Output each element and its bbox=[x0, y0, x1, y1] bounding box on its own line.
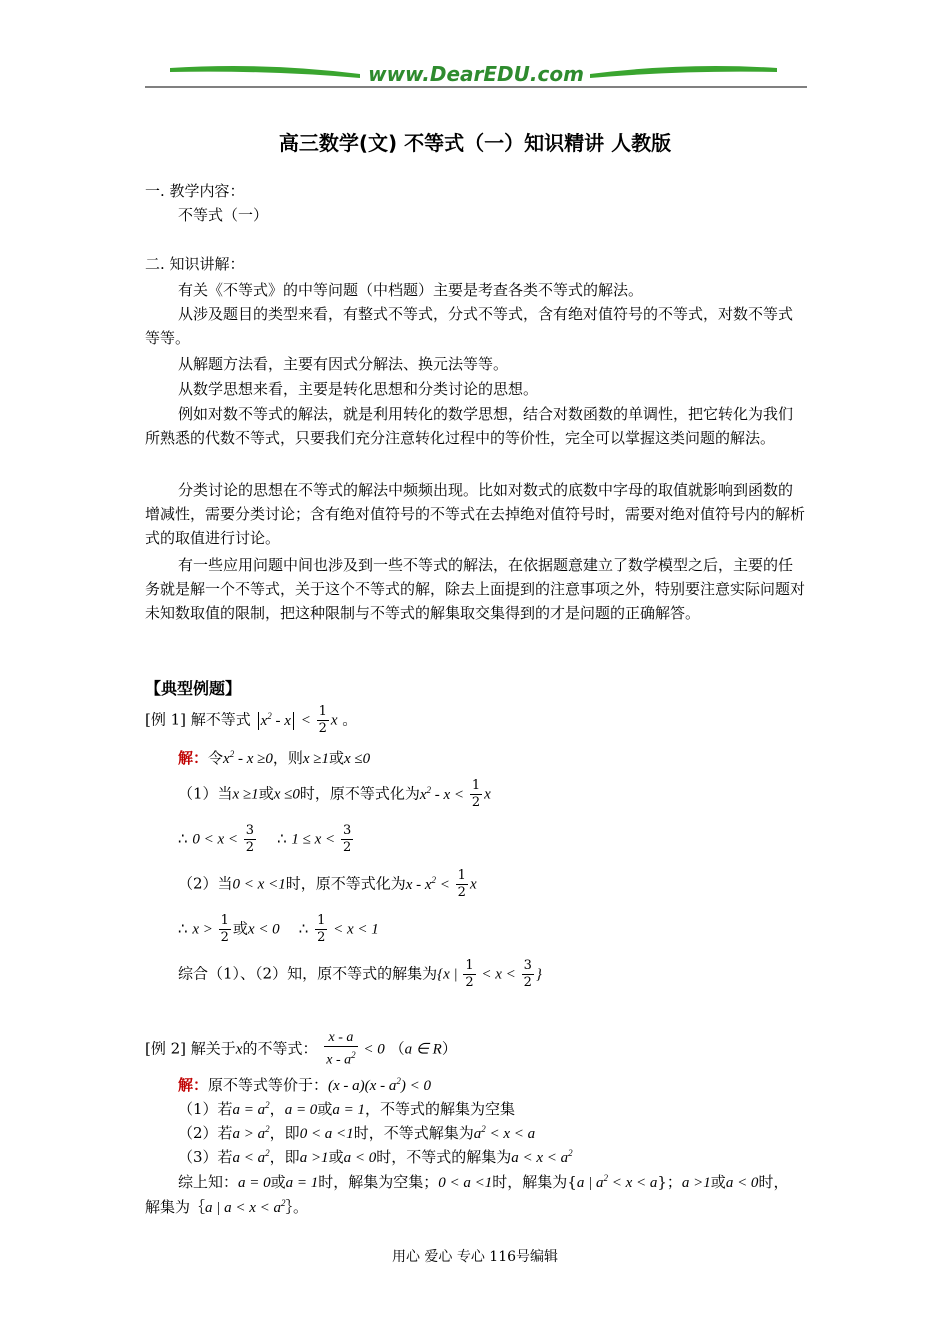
paragraph-2: 从涉及题目的类型来看，有整式不等式，分式不等式，含有绝对值符号的不等式，对数不等式等等。 bbox=[145, 305, 794, 347]
paragraph-4: 从数学思想来看，主要是转化思想和分类讨论的思想。 bbox=[178, 380, 539, 398]
section1-heading: 一. 教学内容： bbox=[145, 182, 245, 200]
section2-heading: 二. 知识讲解： bbox=[145, 255, 245, 273]
paragraph-6: 分类讨论的思想在不等式的解法中频频出现。比如对数式的底数中字母的取值就影响到函数的增减性，需要分类讨论；含有绝对值符号的不等式在去掉绝对值符号时，需要对绝对值符号内的解析式的取值进行讨论。 bbox=[145, 481, 806, 547]
example2-step1: 解：原不等式等价于：$(x - a)(x - a^2) < 0$ bbox=[178, 1076, 431, 1094]
paragraph-7: 有一些应用问题中间也涉及到一些不等式的解法，在依据题意建立了数学模型之后，主要的任务就是解一个不等式，关于这个不等式的解，除去上面提到的注意事项之外，特别要注意实际问题对未知数取值的限制，把这种限制与不等式的解集取交集得到的才是问题的正确解答。 bbox=[145, 556, 806, 622]
example2-case2: （2）若$a > a^2$，即0 < a <1时，不等式解集为$a^2 < x < a$ bbox=[178, 1124, 536, 1142]
header-logo bbox=[145, 60, 807, 92]
example1-problem: [例 1] 解不等式 $x^2$ - x < $\frac{1}{2}$ x 。 bbox=[145, 704, 358, 736]
page-title: 高三数学(文) 不等式（一）知识精讲 人教版 bbox=[278, 131, 672, 155]
logo-text: www.DearEDU.com bbox=[368, 62, 584, 86]
page-footer: 用心 爱心 专心 116号编辑 bbox=[391, 1249, 559, 1265]
example2-problem: [例 2] 解关于x的不等式： $\frac{x - a}{x - a^2}$ < 0 （a ∈ R） bbox=[145, 1030, 457, 1068]
examples-heading: 【典型例题】 bbox=[145, 679, 242, 698]
example2-summary-cont: 解集为｛a | $a < x < a^2\}$。 bbox=[145, 1198, 309, 1216]
example1-case2-result: ∴ x > $\frac{1}{2}$ 或x < 0 ∴ $\frac{1}{2}$ < x < 1 bbox=[178, 913, 379, 945]
example1-case2: （2）当0 < x <1时，原不等式化为x - $x^2$ < $\frac{1}{2}$ x bbox=[178, 868, 477, 900]
example2-summary: 综上知：a = 0或a = 1时，解集为空集；0 < a <1时，解集为{a | $a^2 < x < a$}；a >1或a < 0时， bbox=[178, 1173, 789, 1191]
paragraph-1: 有关《不等式》的中等问题（中档题）主要是考查各类不等式的解法。 bbox=[178, 281, 644, 299]
example2-case1: （1）若$a = a^2$，a = 0或a = 1，不等式的解集为空集 bbox=[178, 1100, 515, 1118]
example2-case3: （3）若$a < a^2$，即a >1或a < 0时，不等式的解集为$a < x < a^2$ bbox=[178, 1148, 573, 1166]
section1-content: 不等式（一） bbox=[178, 206, 269, 224]
example1-solution-label: 解： bbox=[178, 749, 209, 767]
example1-case1-result: ∴ 0 < x < $\frac{3}{2}$ ∴ 1 ≤ x < $\frac{3}{2}$ bbox=[178, 823, 352, 855]
example1-step1: 解：令$x^2 - x \ge 0$，则x ≥1或x ≤0 bbox=[178, 749, 371, 767]
example1-case1: （1）当x ≥1或x ≤0时，原不等式化为$x^2$ - x < $\frac{1}{2}$ x bbox=[178, 778, 491, 810]
example1-summary: 综合（1）、（2）知，原不等式的解集为{x | $\frac{1}{2}$ < x < $\frac{3}{2}$ } bbox=[178, 958, 542, 990]
example1-label: [例 1] 解不等式 bbox=[145, 710, 251, 729]
example2-solution-label: 解： bbox=[178, 1076, 209, 1094]
paragraph-5: 例如对数不等式的解法，就是利用转化的数学思想，结合对数函数的单调性，把它转化为我们所熟悉的代数不等式，只要我们充分注意转化过程中的等价性，完全可以掌握这类问题的解法。 bbox=[145, 405, 794, 447]
paragraph-3: 从解题方法看，主要有因式分解法、换元法等等。 bbox=[178, 355, 509, 373]
